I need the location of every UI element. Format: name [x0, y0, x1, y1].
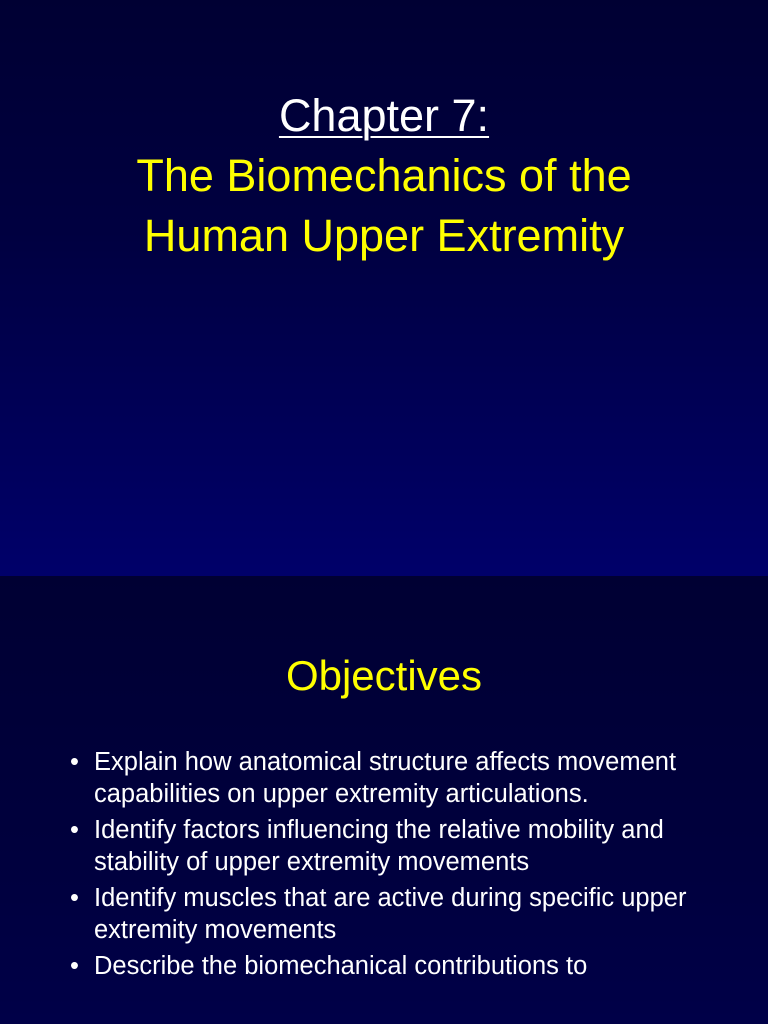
list-item: [70, 746, 730, 810]
objectives-heading: Objectives: [285, 652, 483, 699]
list-item: [70, 882, 730, 946]
title-line-1: The Biomechanics of the: [136, 150, 632, 201]
list-item: [70, 814, 730, 878]
bullet-text: Identify muscles that are active during specific upper extremity movements: [94, 884, 687, 944]
slide-objectives: [0, 576, 768, 1024]
title-line-2: Human Upper Extremity: [143, 210, 625, 261]
bullet-text: Describe the biomechanical contributions to: [94, 952, 588, 980]
bullet-icon: •: [70, 952, 79, 980]
bullet-icon: •: [70, 816, 79, 844]
objectives-list: [70, 746, 730, 986]
bullet-text: Explain how anatomical structure affects movement capabilities on upper extremity articulations.: [94, 748, 677, 808]
bullet-text: Identify factors influencing the relative mobility and stability of upper extremity movements: [94, 816, 664, 876]
bullet-icon: •: [70, 884, 79, 912]
slide-title-block: [0, 86, 768, 266]
chapter-heading: Chapter 7:: [278, 90, 490, 141]
bullet-icon: •: [70, 748, 79, 776]
list-item: [70, 950, 730, 982]
